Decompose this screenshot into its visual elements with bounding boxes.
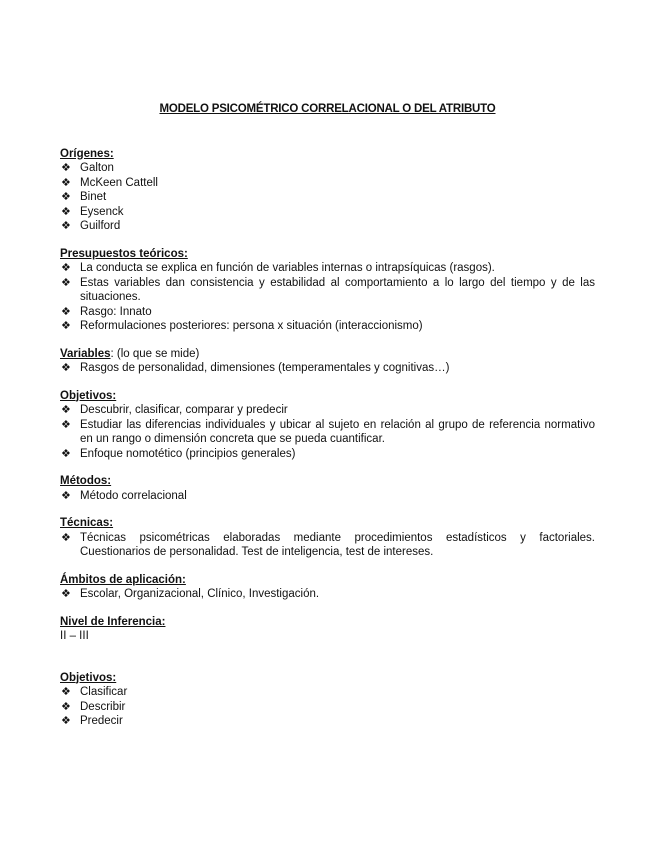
list-item: ❖ Predecir — [61, 714, 123, 727]
diamond-bullet-icon: ❖ — [61, 261, 71, 274]
list-item: ❖ Binet — [61, 190, 107, 203]
diamond-bullet-icon: ❖ — [61, 319, 71, 332]
presupuestos-list — [60, 261, 595, 334]
section-heading-tecnicas: Técnicas: — [60, 517, 114, 529]
diamond-bullet-icon: ❖ — [61, 699, 71, 713]
origenes-list — [60, 161, 595, 234]
section-heading-ambitos: Ámbitos de aplicación: — [60, 573, 186, 586]
list-item: ❖ Clasificar — [61, 685, 128, 698]
diamond-bullet-icon: ❖ — [61, 530, 71, 544]
list-item: ❖ Describir — [61, 699, 126, 713]
list-item: ❖ Técnicas psicométricas elaboradas mediante procedimientos estadísticos y factoriales. Cuestionarios de personalidad. Test de inteligencia, test de intereses. — [61, 530, 595, 558]
list-item: ❖ Rasgo: Innato — [61, 304, 152, 318]
section-variables — [60, 347, 595, 376]
section-objetivos — [60, 389, 595, 462]
diamond-bullet-icon: ❖ — [61, 488, 71, 502]
section-tecnicas — [60, 516, 595, 560]
diamond-bullet-icon: ❖ — [61, 275, 71, 289]
section-metodos — [60, 474, 595, 503]
document-title: MODELO PSICOMÉTRICO CORRELACIONAL O DEL ATRIBUTO — [159, 103, 496, 115]
list-item: ❖ Estudiar las diferencias individuales y ubicar al sujeto en relación al grupo de referencia normativo en un rango o dimensión concreta que se pueda cuantificar. — [61, 417, 595, 445]
list-item: ❖ Estas variables dan consistencia y estabilidad al comportamiento a lo largo del tiempo y de las situaciones. — [61, 275, 595, 303]
section-ambitos — [60, 573, 595, 602]
section-heading-suffix: : (lo que se mide) — [110, 347, 200, 360]
list-item: ❖ Galton — [61, 161, 114, 174]
section-origenes — [60, 147, 595, 234]
ambitos-list — [60, 587, 595, 602]
diamond-bullet-icon: ❖ — [61, 161, 71, 174]
diamond-bullet-icon: ❖ — [61, 446, 71, 460]
section-heading-objetivos: Objetivos: — [60, 389, 117, 402]
list-item: ❖ Enfoque nomotético (principios generales) — [61, 446, 296, 460]
objetivos-list — [60, 403, 595, 461]
diamond-bullet-icon: ❖ — [61, 190, 71, 203]
section-heading-nivel: Nivel de Inferencia: — [60, 615, 166, 628]
section-heading-line-variables — [60, 347, 595, 362]
nivel-value: II – III — [60, 630, 89, 642]
variables-list — [60, 361, 595, 376]
tecnicas-list — [60, 531, 595, 560]
list-item: ❖ Método correlacional — [61, 488, 187, 502]
section-heading-objetivos-2: Objetivos: — [60, 671, 117, 684]
diamond-bullet-icon: ❖ — [61, 714, 71, 727]
list-item: ❖ Escolar, Organizacional, Clínico, Investigación. — [61, 587, 320, 600]
list-item: ❖ Reformulaciones posteriores: persona x situación (interaccionismo) — [61, 319, 423, 332]
diamond-bullet-icon: ❖ — [61, 204, 71, 218]
diamond-bullet-icon: ❖ — [61, 403, 71, 416]
list-item: ❖ Descubrir, clasificar, comparar y predecir — [61, 403, 288, 416]
section-heading-presupuestos: Presupuestos teóricos: — [60, 247, 188, 260]
list-item: ❖ Guilford — [61, 219, 121, 232]
diamond-bullet-icon: ❖ — [61, 219, 71, 232]
section-presupuestos — [60, 247, 595, 334]
diamond-bullet-icon: ❖ — [61, 417, 71, 431]
diamond-bullet-icon: ❖ — [61, 685, 71, 698]
section-heading-metodos: Métodos: — [60, 475, 112, 487]
metodos-list — [60, 489, 595, 504]
list-item: ❖ Rasgos de personalidad, dimensiones (temperamentales y cognitivas…) — [61, 361, 450, 374]
list-item: ❖ McKeen Cattell — [61, 175, 158, 189]
section-objetivos-2 — [60, 671, 595, 729]
diamond-bullet-icon: ❖ — [61, 587, 71, 600]
list-item: ❖ Eysenck — [61, 204, 124, 218]
section-nivel — [60, 615, 595, 644]
document-page — [60, 102, 595, 742]
diamond-bullet-icon: ❖ — [61, 304, 71, 318]
section-heading-variables: Variables — [60, 347, 111, 360]
section-heading-origenes: Orígenes: — [60, 147, 114, 160]
diamond-bullet-icon: ❖ — [61, 175, 71, 189]
diamond-bullet-icon: ❖ — [61, 361, 71, 374]
list-item: ❖ La conducta se explica en función de variables internas o intrapsíquicas (rasgos). — [61, 261, 495, 274]
objetivos-2-list — [60, 685, 595, 729]
